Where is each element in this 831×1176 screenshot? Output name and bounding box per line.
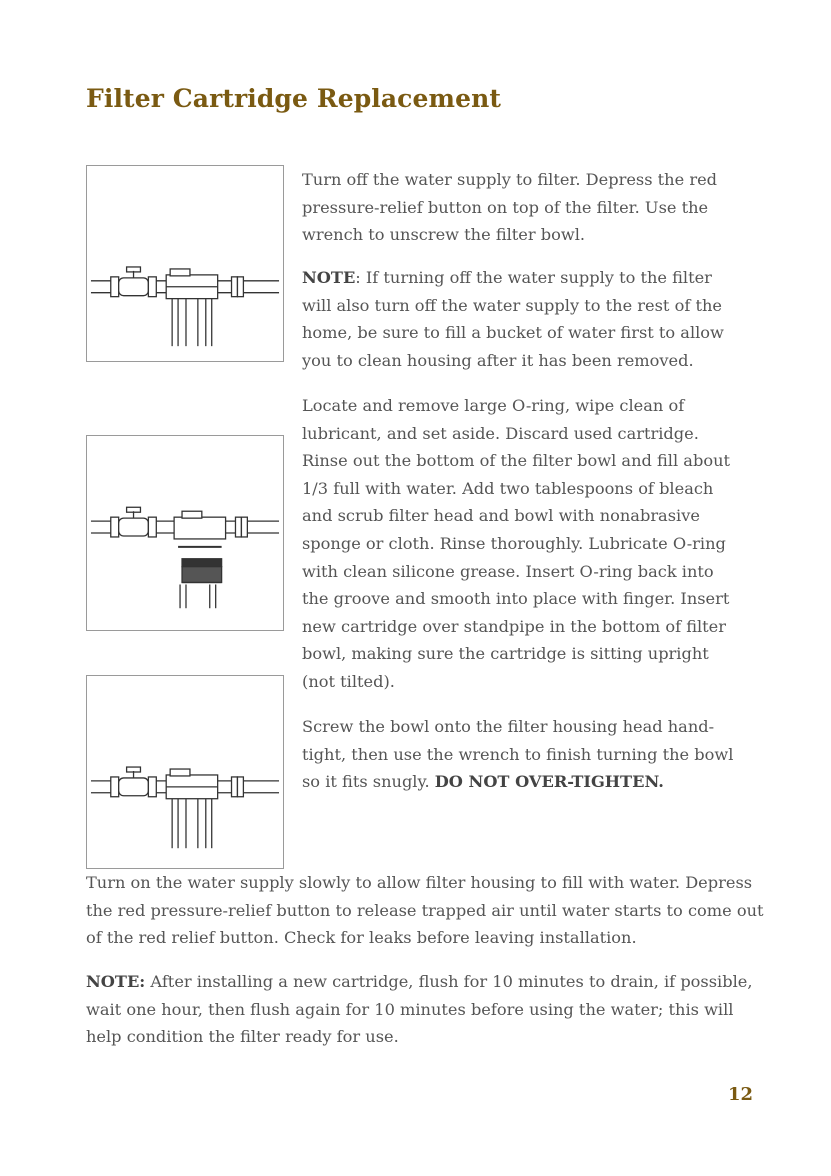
flush-note-label: NOTE: <box>86 972 146 991</box>
note-water-supply <box>302 264 742 374</box>
note-text: : If turning off the water supply to the filter will also turn off the water supply to the rest of the home, be sure to fill a bucket of water first to allow you to clean housing after it has been removed. <box>302 268 724 370</box>
note-flush <box>86 968 766 1051</box>
note-label: NOTE <box>302 268 356 287</box>
step-clean-and-replace: Locate and remove large O-ring, wipe clean of lubricant, and set aside. Discard used cartridge. Rinse out the bottom of the filter bowl and fill about 1/3 full with water. Add two tablespoons of bleach and scrub filter head and bowl with nonabrasive sponge or cloth. Rinse thoroughly. Lubricate O-ring with clean silicone grease. Insert O-ring back into the groove and smooth into place with finger. Insert new cartridge over standpipe in the bottom of filter bowl, making sure the cartridge is sitting upright (not tilted). <box>302 396 730 691</box>
flush-note-text: After installing a new cartridge, flush for 10 minutes to drain, if possible, wait one hour, then flush again for 10 minutes before using the water; this will help condition the filter ready for use. <box>86 972 753 1047</box>
page-number: 12 <box>727 1084 753 1105</box>
water-filter-housing-icon <box>87 676 283 868</box>
step-reattach-bowl <box>302 713 742 796</box>
page-title: Filter Cartridge Replacement <box>86 84 501 113</box>
reattach-text: Screw the bowl onto the filter housing head hand-tight, then use the wrench to finish turning the bowl so it fits snugly. <box>302 717 734 792</box>
step-turn-on-water: Turn on the water supply slowly to allow filter housing to fill with water. Depress the red pressure-relief button to release trapped air until water starts to come out of the red relief button. Check for leaks before leaving installation. <box>86 873 764 948</box>
step-turn-off-water: Turn off the water supply to filter. Depress the red pressure-relief button on top of the filter. Use the wrench to unscrew the filter bowl. <box>302 170 718 245</box>
water-filter-housing-icon <box>87 166 283 361</box>
filter-installed-figure <box>86 165 284 362</box>
water-filter-exploded-icon <box>87 436 283 630</box>
filter-reassembled-figure <box>86 675 284 869</box>
filter-disassembled-figure <box>86 435 284 631</box>
overtighten-warning: DO NOT OVER-TIGHTEN. <box>434 772 664 792</box>
